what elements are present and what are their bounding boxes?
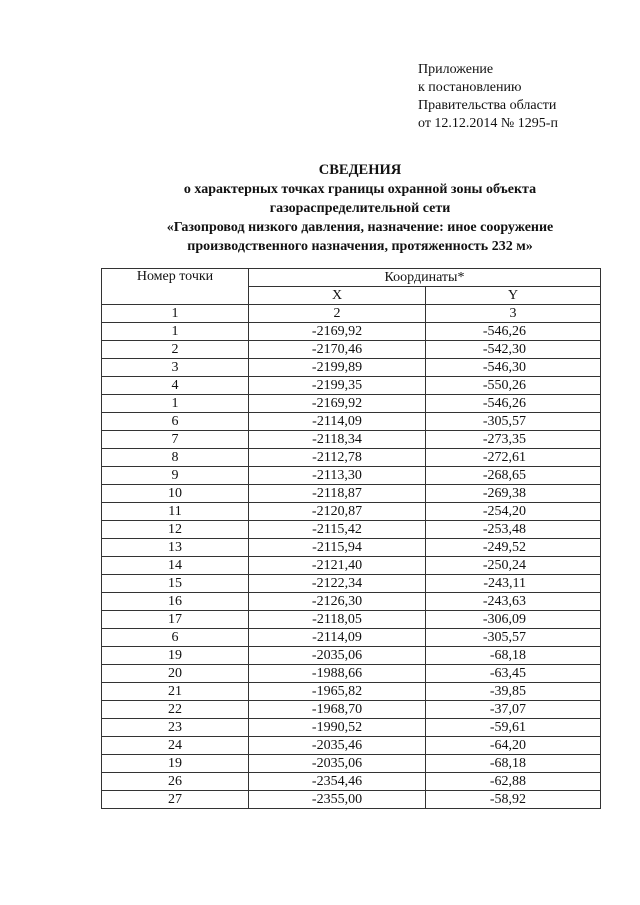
- table-row: [102, 539, 601, 557]
- y-coordinate-cell: -249,52: [426, 539, 601, 557]
- heading-line-2: газораспределительной сети: [269, 201, 451, 216]
- x-coordinate-cell: -2115,94: [249, 539, 426, 557]
- annex-line-2: к постановлению: [418, 80, 522, 95]
- y-coordinate-cell: -269,38: [426, 485, 601, 503]
- header-y: Y: [426, 287, 601, 305]
- y-coordinate-cell: -550,26: [426, 377, 601, 395]
- table-row: [102, 323, 601, 341]
- index-cell: 2: [249, 305, 426, 323]
- x-coordinate-cell: -2114,09: [249, 413, 426, 431]
- point-number-cell: 11: [102, 503, 249, 521]
- table-row: [102, 377, 601, 395]
- point-number-cell: 9: [102, 467, 249, 485]
- point-number-cell: 6: [102, 629, 249, 647]
- point-number-cell: 10: [102, 485, 249, 503]
- x-coordinate-cell: -2035,06: [249, 755, 426, 773]
- x-coordinate-cell: -2112,78: [249, 449, 426, 467]
- x-coordinate-cell: -1965,82: [249, 683, 426, 701]
- y-coordinate-cell: -243,63: [426, 593, 601, 611]
- x-coordinate-cell: -2199,35: [249, 377, 426, 395]
- point-number-cell: 23: [102, 719, 249, 737]
- y-coordinate-cell: -305,57: [426, 629, 601, 647]
- x-coordinate-cell: -2354,46: [249, 773, 426, 791]
- point-number-cell: 2: [102, 341, 249, 359]
- index-cell: 1: [102, 305, 249, 323]
- table-row: [102, 521, 601, 539]
- table-row: [102, 665, 601, 683]
- table-row: [102, 773, 601, 791]
- x-coordinate-cell: -2355,00: [249, 791, 426, 809]
- coordinates-table: [101, 268, 601, 809]
- x-coordinate-cell: -2114,09: [249, 629, 426, 647]
- point-number-cell: 20: [102, 665, 249, 683]
- table-row: [102, 341, 601, 359]
- table-row: [102, 593, 601, 611]
- y-coordinate-cell: -542,30: [426, 341, 601, 359]
- y-coordinate-cell: -243,11: [426, 575, 601, 593]
- table-row: [102, 683, 601, 701]
- table-header-row: [102, 269, 601, 287]
- y-coordinate-cell: -37,07: [426, 701, 601, 719]
- y-coordinate-cell: -250,24: [426, 557, 601, 575]
- table-row: [102, 431, 601, 449]
- heading-line-1: о характерных точках границы охранной зоны объекта: [183, 182, 537, 197]
- table-row: [102, 701, 601, 719]
- table-row: [102, 359, 601, 377]
- point-number-cell: 21: [102, 683, 249, 701]
- annex-block: [418, 61, 558, 133]
- annex-line-1: Приложение: [418, 62, 494, 77]
- point-number-cell: 1: [102, 395, 249, 413]
- table-row: [102, 575, 601, 593]
- point-number-cell: 15: [102, 575, 249, 593]
- table-row: [102, 737, 601, 755]
- y-coordinate-cell: -64,20: [426, 737, 601, 755]
- x-coordinate-cell: -2115,42: [249, 521, 426, 539]
- table-row: [102, 467, 601, 485]
- point-number-cell: 19: [102, 647, 249, 665]
- y-coordinate-cell: -68,18: [426, 647, 601, 665]
- x-coordinate-cell: -2118,87: [249, 485, 426, 503]
- point-number-cell: 27: [102, 791, 249, 809]
- point-number-cell: 4: [102, 377, 249, 395]
- point-number-cell: 12: [102, 521, 249, 539]
- x-coordinate-cell: -2169,92: [249, 323, 426, 341]
- y-coordinate-cell: -254,20: [426, 503, 601, 521]
- index-cell: 3: [426, 305, 601, 323]
- x-coordinate-cell: -1988,66: [249, 665, 426, 683]
- table-body: [102, 323, 601, 809]
- x-coordinate-cell: -2122,34: [249, 575, 426, 593]
- table-row: [102, 719, 601, 737]
- table-row: [102, 611, 601, 629]
- table-row: [102, 413, 601, 431]
- table-row: [102, 755, 601, 773]
- point-number-cell: 17: [102, 611, 249, 629]
- x-coordinate-cell: -2113,30: [249, 467, 426, 485]
- y-coordinate-cell: -546,30: [426, 359, 601, 377]
- y-coordinate-cell: -546,26: [426, 323, 601, 341]
- x-coordinate-cell: -2120,87: [249, 503, 426, 521]
- y-coordinate-cell: -59,61: [426, 719, 601, 737]
- x-coordinate-cell: -2118,34: [249, 431, 426, 449]
- point-number-cell: 14: [102, 557, 249, 575]
- point-number-cell: 3: [102, 359, 249, 377]
- x-coordinate-cell: -2170,46: [249, 341, 426, 359]
- header-x: X: [249, 287, 426, 305]
- x-coordinate-cell: -1968,70: [249, 701, 426, 719]
- y-coordinate-cell: -62,88: [426, 773, 601, 791]
- table-index-row: [102, 305, 601, 323]
- table-row: [102, 557, 601, 575]
- x-coordinate-cell: -1990,52: [249, 719, 426, 737]
- table-row: [102, 791, 601, 809]
- point-number-cell: 16: [102, 593, 249, 611]
- y-coordinate-cell: -58,92: [426, 791, 601, 809]
- point-number-cell: 1: [102, 323, 249, 341]
- x-coordinate-cell: -2199,89: [249, 359, 426, 377]
- x-coordinate-cell: -2121,40: [249, 557, 426, 575]
- y-coordinate-cell: -305,57: [426, 413, 601, 431]
- annex-line-4: от 12.12.2014 № 1295-п: [418, 116, 558, 131]
- y-coordinate-cell: -68,18: [426, 755, 601, 773]
- point-number-cell: 7: [102, 431, 249, 449]
- y-coordinate-cell: -546,26: [426, 395, 601, 413]
- table-row: [102, 647, 601, 665]
- point-number-cell: 13: [102, 539, 249, 557]
- table-row: [102, 503, 601, 521]
- x-coordinate-cell: -2035,06: [249, 647, 426, 665]
- heading-line-3: «Газопровод низкого давления, назначение: иное сооружение: [166, 220, 554, 235]
- y-coordinate-cell: -272,61: [426, 449, 601, 467]
- y-coordinate-cell: -268,65: [426, 467, 601, 485]
- x-coordinate-cell: -2126,30: [249, 593, 426, 611]
- header-point-number: Номер точки: [102, 269, 249, 305]
- x-coordinate-cell: -2035,46: [249, 737, 426, 755]
- y-coordinate-cell: -306,09: [426, 611, 601, 629]
- x-coordinate-cell: -2118,05: [249, 611, 426, 629]
- annex-line-3: Правительства области: [418, 98, 557, 113]
- table-row: [102, 485, 601, 503]
- x-coordinate-cell: -2169,92: [249, 395, 426, 413]
- table-row: [102, 395, 601, 413]
- table-row: [102, 449, 601, 467]
- point-number-cell: 26: [102, 773, 249, 791]
- header-coordinates: Координаты*: [249, 269, 601, 287]
- document-heading: [100, 161, 620, 256]
- heading-line-4: производственного назначения, протяженность 232 м»: [187, 239, 533, 254]
- point-number-cell: 8: [102, 449, 249, 467]
- point-number-cell: 22: [102, 701, 249, 719]
- point-number-cell: 19: [102, 755, 249, 773]
- y-coordinate-cell: -273,35: [426, 431, 601, 449]
- y-coordinate-cell: -253,48: [426, 521, 601, 539]
- point-number-cell: 6: [102, 413, 249, 431]
- table-row: [102, 629, 601, 647]
- document-title: СВЕДЕНИЯ: [318, 162, 402, 178]
- point-number-cell: 24: [102, 737, 249, 755]
- y-coordinate-cell: -39,85: [426, 683, 601, 701]
- y-coordinate-cell: -63,45: [426, 665, 601, 683]
